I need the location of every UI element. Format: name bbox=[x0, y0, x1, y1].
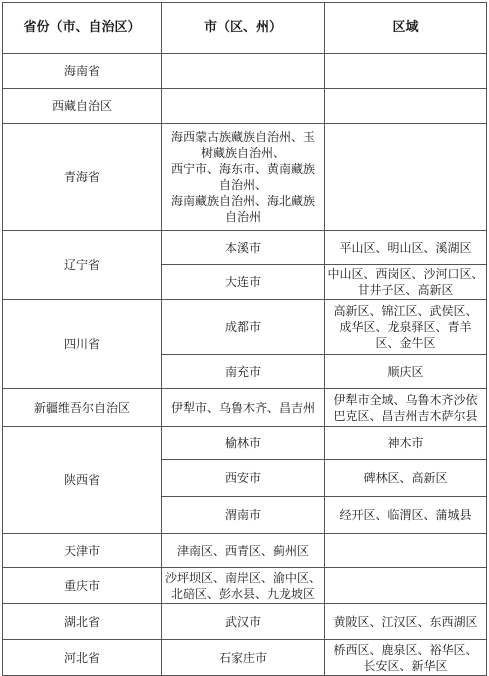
province-cell: 西藏自治区 bbox=[3, 89, 162, 124]
header-city: 市（区、州） bbox=[162, 3, 325, 54]
region-text: 中山区、西岗区、沙河口区、 甘井子区、高新区 bbox=[327, 267, 484, 297]
province-cell: 天津市 bbox=[3, 534, 162, 568]
table-row bbox=[3, 604, 487, 640]
table-row bbox=[3, 568, 487, 604]
region-cell bbox=[325, 54, 487, 89]
province-cell: 重庆市 bbox=[3, 568, 162, 604]
city-cell: 大连市 bbox=[162, 265, 325, 300]
province-cell: 河北省 bbox=[3, 640, 162, 676]
region-cell bbox=[325, 89, 487, 124]
city-cell: 伊犁市、乌鲁木齐、昌吉州 bbox=[162, 389, 325, 427]
region-cell bbox=[325, 389, 487, 427]
region-cell: 顺庆区 bbox=[325, 355, 487, 389]
city-cell: 成都市 bbox=[162, 300, 325, 355]
region-table bbox=[2, 2, 487, 676]
province-cell: 陕西省 bbox=[3, 427, 162, 534]
region-cell bbox=[325, 300, 487, 355]
table-row bbox=[3, 534, 487, 568]
city-cell: 石家庄市 bbox=[162, 640, 325, 676]
region-cell: 碑林区、高新区 bbox=[325, 460, 487, 497]
city-text: 沙坪坝区、南岸区、渝中区、 北碚区、彭水县、九龙坡区 bbox=[164, 570, 321, 601]
table-row bbox=[3, 124, 487, 231]
region-cell: 经开区、临渭区、蒲城县 bbox=[325, 497, 487, 534]
region-cell bbox=[325, 124, 487, 231]
table-row bbox=[3, 389, 487, 427]
city-cell: 西安市 bbox=[162, 460, 325, 497]
table-row bbox=[3, 231, 487, 265]
region-cell bbox=[325, 568, 487, 604]
province-cell: 辽宁省 bbox=[3, 231, 162, 300]
region-cell bbox=[325, 265, 487, 300]
city-cell bbox=[162, 124, 325, 231]
city-cell bbox=[162, 54, 325, 89]
region-text: 桥西区、鹿泉区、裕华区、 长安区、新华区 bbox=[333, 642, 478, 673]
header-region: 区域 bbox=[325, 3, 487, 54]
city-cell: 渭南市 bbox=[162, 497, 325, 534]
table-row bbox=[3, 300, 487, 355]
province-cell: 青海省 bbox=[3, 124, 162, 231]
province-cell: 四川省 bbox=[3, 300, 162, 389]
city-cell: 南充市 bbox=[162, 355, 325, 389]
city-cell bbox=[162, 89, 325, 124]
province-cell: 湖北省 bbox=[3, 604, 162, 640]
city-cell bbox=[162, 568, 325, 604]
region-text: 伊犁市全域、乌鲁木齐沙依 巴克区、昌吉州吉木萨尔县 bbox=[333, 392, 478, 423]
table-header-row bbox=[3, 3, 487, 54]
province-cell: 新疆维吾尔自治区 bbox=[3, 389, 162, 427]
province-cell: 海南省 bbox=[3, 54, 162, 89]
region-cell bbox=[325, 534, 487, 568]
city-cell: 榆林市 bbox=[162, 427, 325, 460]
city-text: 海西蒙古族藏族自治州、玉 树藏族自治州、 西宁市、海东市、黄南藏族 自治州、 海南藏族自治州、海北藏族 自治州 bbox=[170, 130, 315, 224]
table-row bbox=[3, 89, 487, 124]
region-cell: 黄陂区、江汉区、东西湖区 bbox=[325, 604, 487, 640]
table-row bbox=[3, 54, 487, 89]
region-cell: 平山区、明山区、溪湖区 bbox=[325, 231, 487, 265]
region-cell bbox=[325, 640, 487, 676]
region-cell: 神木市 bbox=[325, 427, 487, 460]
header-province: 省份（市、自治区） bbox=[3, 3, 162, 54]
city-cell: 武汉市 bbox=[162, 604, 325, 640]
city-cell: 津南区、西青区、蓟州区 bbox=[162, 534, 325, 568]
table-row bbox=[3, 640, 487, 676]
table-row bbox=[3, 427, 487, 460]
region-text: 高新区、锦江区、武侯区、 成华区、龙泉驿区、青羊 区、金牛区 bbox=[333, 304, 478, 350]
city-cell: 本溪市 bbox=[162, 231, 325, 265]
